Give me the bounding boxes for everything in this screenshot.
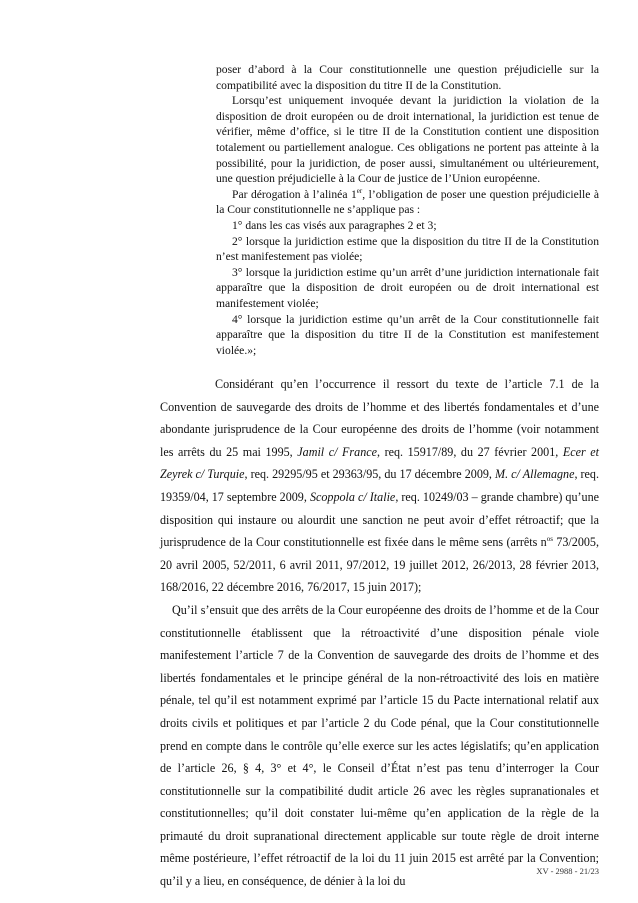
quote-p3-superscript: er: [356, 186, 363, 195]
case-name-jamil: Jamil c/ France: [297, 444, 377, 459]
case-name-ecer: Ecer et Zeyrek c/ Turquie: [160, 444, 599, 482]
quote-paragraph-1: poser d’abord à la Cour constitutionnelle une question préjudicielle sur la compatibilité avec la disposition du titre II de la Constitution.: [216, 63, 599, 92]
quote-item-4: 4° lorsque la juridiction estime qu’un arrêt de la Cour constitutionnelle fait apparaître que la disposition du titre II de la Constitution est manifestement violée.»;: [216, 312, 599, 357]
p1-text-3: , req. 29295/95 et 29363/95, du 17 décembre 2009,: [244, 467, 496, 482]
quote-item-2: 2° lorsque la juridiction estime que la disposition du titre II de la Constitution n’est manifestement pas violée;: [216, 234, 599, 264]
quote-p3-text-a: Par dérogation à l’alinéa 1: [232, 187, 357, 201]
quoted-legal-text: [216, 62, 599, 358]
p1-superscript: os: [546, 535, 553, 544]
quote-paragraph-2: Lorsqu’est uniquement invoquée devant la juridiction la violation de la disposition de droit européen ou de droit international, la juridiction est tenue de vérifier, même d’office, si le titre II de la Constitution contient une disposition totalement ou partiellement analogue. Ces obligations ne portent pas atteinte à la possibilité, pour la juridiction, de poser aussi, simultanément ou ultérieurement, une question préjudicielle à la Cour de justice de l’Union européenne.: [216, 94, 599, 186]
page-footer-reference: XV - 2988 - 21/23: [536, 866, 599, 876]
quote-item-1: 1° dans les cas visés aux paragraphes 2 et 3;: [232, 218, 437, 232]
case-name-scoppola: Scoppola c/ Italie: [309, 489, 396, 504]
consequence-paragraph: Qu’il s’ensuit que des arrêts de la Cour européenne des droits de l’homme et de la Cour constitutionnelle établissent que la rétroactivité d’une disposition pénale viole manifestement l’article 7 de la Convention de sauvegarde des droits de l’homme et des libertés fondamentales et le principe général de la non-rétroactivité des lois en matière pénale, tel qu’il est notamment exprimé par l’article 15 du Pacte international relatif aux droits civils et politiques et par l’article 2 du Code pénal, que la Cour constitutionnelle prend en compte dans le contrôle qu’elle exerce sur les actes législatifs; qu’en application de l’article 26, § 4, 3° et 4°, le Conseil d’État n’est pas tenu d’interroger la Cour constitutionnelle sur la compatibilité dudit article 26 avec les règles supranationales et constitutionnelles; qu’il doit constater lui-même qu’en application de la règle de la primauté du droit supranational directement applicable sur toute règle de droit interne même postérieure, l’effet rétroactif de la loi du 11 juin 2015 est arrêté par la Convention; qu’il y a lieu, en conséquence, de dénier à la loi du: [160, 602, 599, 889]
quote-item-3: 3° lorsque la juridiction estime qu’un arrêt d’une juridiction internationale fait apparaître que la disposition de droit européen ou de droit international est manifestement violée;: [216, 265, 599, 310]
considerant-paragraph: [160, 373, 599, 599]
p1-text-6: 73/2005, 20 avril 2005, 52/2011, 6 avril 2011, 97/2012, 19 juillet 2012, 26/2013, 28 février 2013, 168/2016, 22 décembre 2016, 76/2017, 15 juin 2017);: [160, 535, 599, 595]
case-name-allemagne: M. c/ Allemagne: [495, 467, 575, 482]
p1-text-2: , req. 15917/89, du 27 février 2001,: [376, 444, 563, 459]
quote-paragraph-3: [216, 187, 599, 218]
p1-text-4: , req. 19359/04, 17 septembre 2009,: [160, 467, 599, 504]
p1-text-1: Considérant qu’en l’occurrence il ressort du texte de l’article 7.1 de la Convention de sauvegarde des droits de l’homme et des libertés fondamentales et d’une abondante jurisprudence de la Cour européenne des droits de l’homme (voir notamment les arrêts du 25 mai 1995,: [160, 377, 599, 459]
main-text: [160, 373, 599, 893]
p1-text-5: , req. 10249/03 – grande chambre) qu’une disposition qui instaure ou alourdit une sanction ne peut avoir d’effet rétroactif; que la jurisprudence de la Cour constitutionnelle est fixée dans le même sens (arrêts n: [160, 489, 600, 550]
quote-p3-text-b: , l’obligation de poser une question préjudicielle à la Cour constitutionnelle ne s’applique pas :: [216, 187, 599, 217]
